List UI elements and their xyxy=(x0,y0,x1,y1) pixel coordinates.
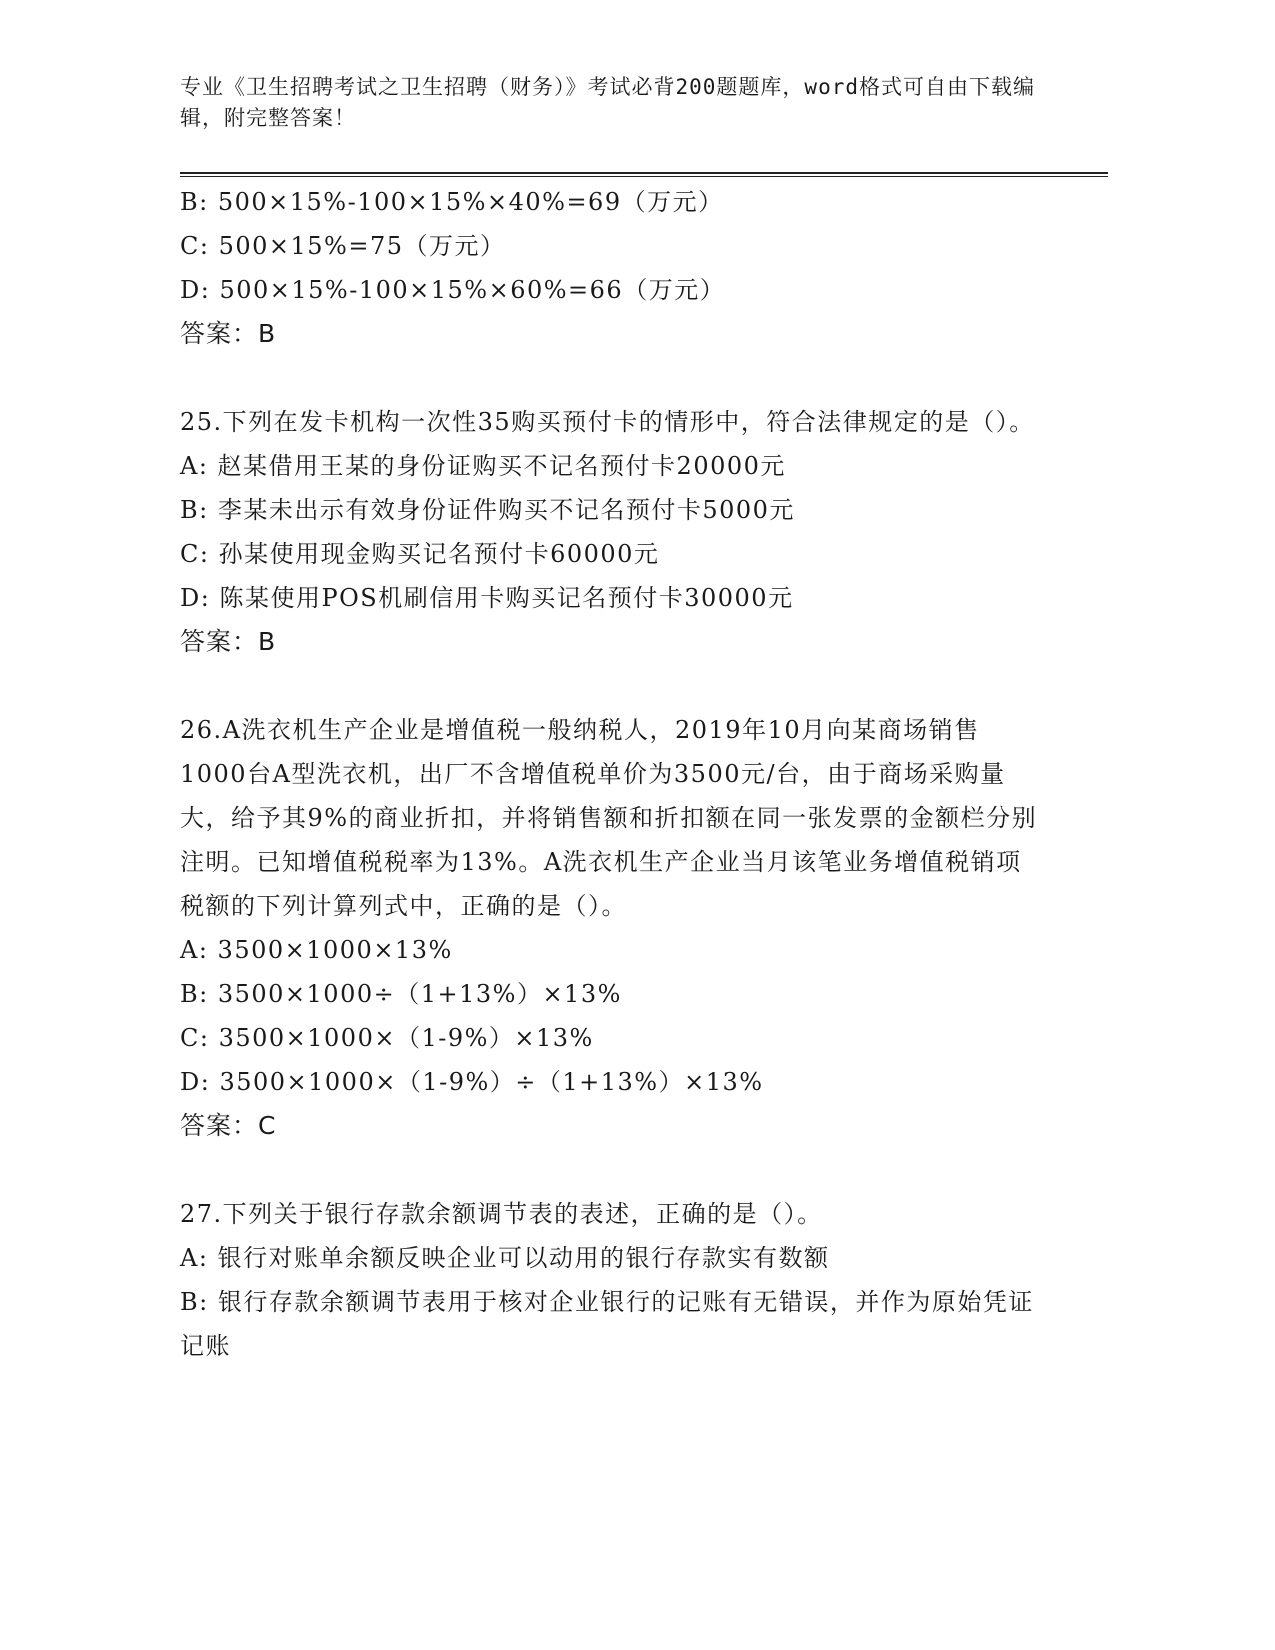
q26-option-d: D: 3500×1000×（1-9%）÷（1+13%）×13% xyxy=(180,1068,764,1096)
q24-answer: 答案：B xyxy=(180,319,277,348)
q26-answer: 答案：C xyxy=(180,1111,277,1140)
q27-option-a: A: 银行对账单余额反映企业可以动用的银行存款实有数额 xyxy=(180,1244,830,1272)
header-divider-thick xyxy=(180,172,1108,174)
q25-option-d: D: 陈某使用POS机刷信用卡购买记名预付卡30000元 xyxy=(180,584,794,612)
header-divider-thin xyxy=(180,176,1108,177)
q27-stem: 27.下列关于银行存款余额调节表的表述，正确的是（）。 xyxy=(180,1200,823,1228)
q24-option-b: B: 500×15%-100×15%×40%=69（万元） xyxy=(180,188,724,216)
q24-option-c: C: 500×15%=75（万元） xyxy=(180,232,506,260)
q24-option-d: D: 500×15%-100×15%×60%=66（万元） xyxy=(180,276,726,304)
question-content xyxy=(180,180,1040,1368)
q25-answer: 答案：B xyxy=(180,627,277,656)
q27-option-b: B: 银行存款余额调节表用于核对企业银行的记账有无错误，并作为原始凭证记账 xyxy=(180,1288,1034,1360)
q25-option-b: B: 李某未出示有效身份证件购买不记名预付卡5000元 xyxy=(180,496,795,524)
q26-option-b: B: 3500×1000÷（1+13%）×13% xyxy=(180,980,622,1008)
q26-stem: 26.A洗衣机生产企业是增值税一般纳税人，2019年10月向某商场销售1000台A型洗衣机，出厂不含增值税单价为3500元/台，由于商场采购量大，给予其9%的商业折扣，并将销售额和折扣额在同一张发票的金额栏分别注明。已知增值税税率为13%。A洗衣机生产企业当月该笔业务增值税销项税额的下列计算列式中，正确的是（）。 xyxy=(180,716,1038,920)
document-header: 专业《卫生招聘考试之卫生招聘（财务）》考试必背200题题库，word格式可自由下载编辑，附完整答案！ xyxy=(180,75,1035,130)
q25-stem: 25.下列在发卡机构一次性35购买预付卡的情形中，符合法律规定的是（）。 xyxy=(180,408,1035,436)
q26-option-c: C: 3500×1000×（1-9%）×13% xyxy=(180,1024,594,1052)
q25-option-c: C: 孙某使用现金购买记名预付卡60000元 xyxy=(180,540,660,568)
q25-option-a: A: 赵某借用王某的身份证购买不记名预付卡20000元 xyxy=(180,452,786,480)
q26-option-a: A: 3500×1000×13% xyxy=(180,936,453,964)
